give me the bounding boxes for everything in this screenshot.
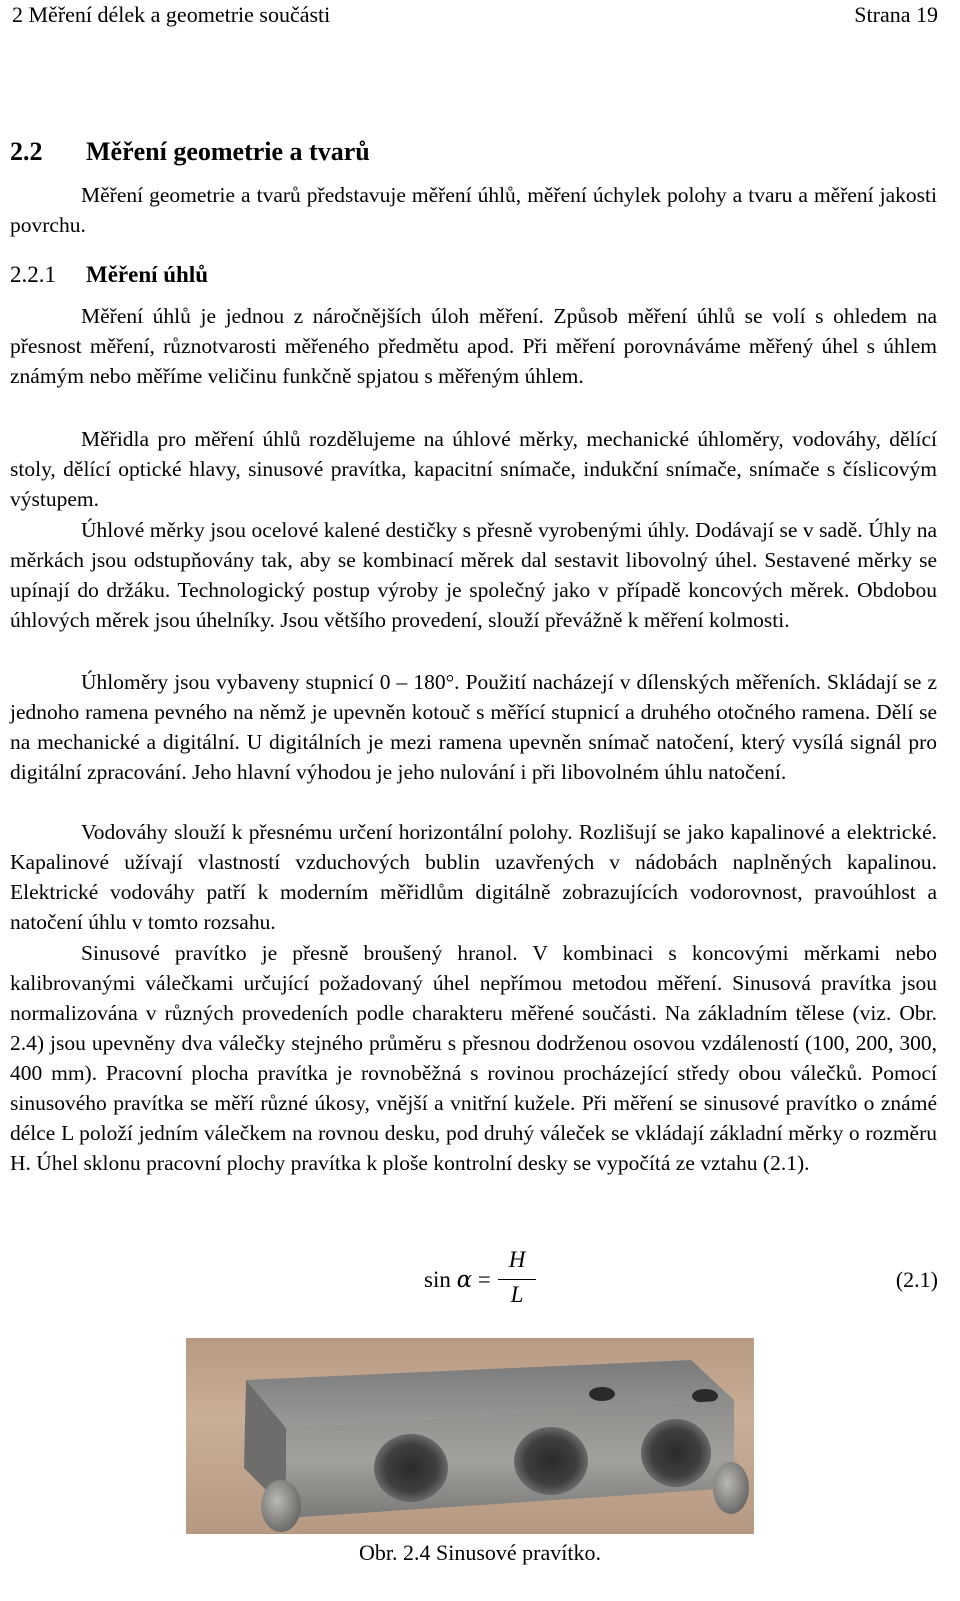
paragraph-2: Měřidla pro měření úhlů rozdělujeme na úhlové měrky, mechanické úhloměry, vodováhy, dělící stoly, dělící optické hlavy, sinusové pravítka, kapacitní snímače, indukční snímače, snímače s číslicovým výstupem. (10, 427, 937, 511)
section-number: 2.2 (10, 137, 43, 166)
equation-fraction (498, 1247, 536, 1312)
side-hole-3 (641, 1419, 711, 1487)
top-hole-left (589, 1387, 615, 1401)
equation-number: (2.1) (895, 1267, 938, 1292)
equation-var: α (456, 1267, 473, 1293)
section-intro: Měření geometrie a tvarů představuje měření úhlů, měření úchylek polohy a tvaru a měření jakosti povrchu. (10, 183, 937, 237)
sine-bar-photo (186, 1338, 754, 1534)
equation-lhs (424, 1267, 491, 1293)
paragraph-5: Vodováhy slouží k přesnému určení horizontální polohy. Rozlišují se jako kapalinové a elektrické. Kapalinové užívají vlastností vzduchových bublin uzavřených v nádobách naplněných kapalinou. Elektrické vodováhy patří k moderním měřidlům digitálně zobrazujících vodorovnost, pravoúhlost a natočení úhlu v tomto rozsahu. (10, 820, 937, 934)
equation-func: sin (424, 1267, 451, 1292)
subsection-heading (10, 262, 208, 288)
figure-caption: Obr. 2.4 Sinusové pravítko. (359, 1540, 601, 1565)
sine-bar-illustration (186, 1338, 754, 1534)
roller-left (261, 1480, 301, 1532)
paragraph-6: Sinusové pravítko je přesně broušený hranol. V kombinaci s koncovými měrkami nebo kalibrovanými válečkami určující požadovaný úhel nepřímou metodou měření. Sinusová pravítka jsou normalizována v různých provedeních podle charakteru měřené součásti. Na základním tělese (viz. Obr. 2.4) jsou upevněny dva válečky stejného průměru s přesnou dodrženou osovou vzdáleností (100, 200, 300, 400 mm). Pracovní plocha pravítka je rovnoběžná s rovinou procházející středy obou válečků. Pomocí sinusového pravítka se měří různé úkosy, vnější a vnitřní kužele. Při měření se sinusové pravítko o známé délce L položí jedním válečkem na rovnou desku, pod druhý váleček se vkládají základní měrky o rozměru H. Úhel sklonu pracovní plochy pravítka k ploše kontrolní desky se vypočítá ze vztahu (2.1). (10, 941, 937, 1175)
equation-denominator: L (510, 1282, 524, 1307)
page-header (12, 0, 938, 30)
roller-right (713, 1462, 749, 1514)
section-heading (10, 137, 370, 167)
equation-2-1 (0, 1247, 960, 1327)
equation-numerator: H (508, 1247, 526, 1272)
header-page-number: Strana 19 (854, 2, 938, 27)
top-hole-right (692, 1389, 718, 1403)
equation-equals: = (477, 1267, 491, 1292)
side-hole-1 (374, 1434, 448, 1502)
fraction-bar (498, 1279, 536, 1280)
subsection-number: 2.2.1 (10, 262, 56, 287)
header-chapter: 2 Měření délek a geometrie součásti (12, 2, 331, 27)
section-title: Měření geometrie a tvarů (86, 137, 370, 166)
subsection-title: Měření úhlů (86, 262, 209, 287)
paragraph-1: Měření úhlů je jednou z náročnějších úloh měření. Způsob měření úhlů se volí s ohledem na přesnost měření, různotvarosti měřeného předmětu apod. Při měření porovnáváme měřený úhel s úhlem známým nebo měříme veličinu funkčně spjatou s měřeným úhlem. (10, 304, 937, 388)
paragraph-3: Úhlové měrky jsou ocelové kalené destičky s přesně vyrobenými úhly. Dodávají se v sadě. Úhly na měrkách jsou odstupňovány tak, aby se kombinací měrek dal sestavit libovolný úhel. Sestavené měrky se upínají do držáku. Technologický postup výroby je společný jako v případě koncových měrek. Obdobou úhlových měrek jsou úhelníky. Jsou většího provedení, slouží převážně k měření kolmosti. (10, 518, 937, 632)
side-hole-2 (514, 1427, 588, 1495)
paragraph-4: Úhloměry jsou vybaveny stupnicí 0 – 180°. Použití nacházejí v dílenských měřeních. Skládají se z jednoho ramena pevného na němž je upevněn kotouč s měřící stupnicí a druhého otočného ramena. Dělí se na mechanické a digitální. U digitálních je mezi ramena upevněn snímač natočení, který vysílá signál pro digitální zpracování. Jeho hlavní výhodou je jeho nulování i při libovolném úhlu natočení. (10, 670, 937, 784)
